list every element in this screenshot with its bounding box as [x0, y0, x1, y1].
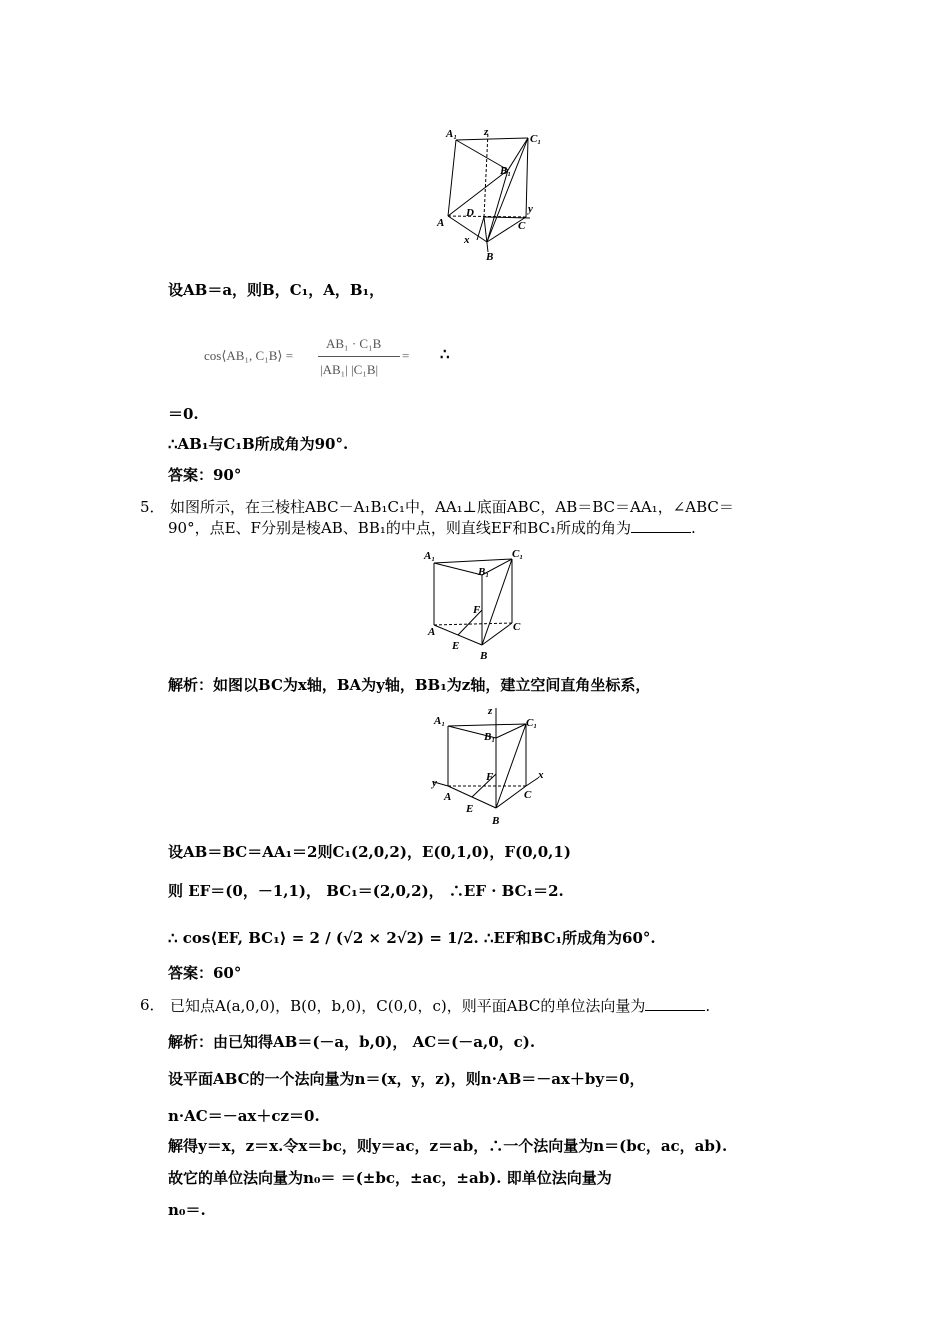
label-z: z — [484, 126, 489, 138]
label-B: B — [486, 251, 494, 263]
label-y: y — [432, 777, 437, 789]
label-C: C — [513, 621, 521, 633]
label-F: F — [486, 771, 494, 783]
label-B1: B₁ — [478, 566, 490, 578]
q5-analysis: 解析：如图以BC为x轴，BA为y轴，BB₁为z轴，建立空间直角坐标系， — [168, 676, 651, 694]
figure-prism-1 — [430, 122, 550, 267]
q5-text-2: 90°，点E、F分别是棱AB、BB₁的中点，则直线EF和BC₁所成的角为 . — [168, 519, 696, 537]
label-z: z — [488, 705, 493, 717]
label-C1: C₁ — [512, 548, 524, 560]
q6-line-1: 解析：由已知得AB＝(－a，b,0)， AC＝(－a,0，c). — [168, 1033, 536, 1051]
p4-frac-bar — [318, 356, 400, 357]
figure-prism-3 — [420, 700, 560, 828]
q6-number: 6． — [140, 996, 165, 1014]
label-x: x — [538, 769, 544, 781]
label-A1: A₁ — [424, 550, 436, 562]
label-D: D — [466, 207, 474, 219]
q5-number: 5． — [140, 498, 165, 516]
label-x: x — [464, 234, 470, 246]
p4-cos-eq: = — [402, 348, 410, 363]
p4-set-line: 设AB＝a，则B，C₁，A，B₁， — [168, 281, 385, 299]
q5-then-line: 则 EF＝(0，－1,1)， BC₁＝(2,0,2)， ∴EF · BC₁＝2. — [168, 882, 564, 900]
label-A: A — [428, 626, 436, 638]
p4-cos-num: AB₁ · C₁B — [326, 336, 382, 351]
label-C: C — [518, 220, 526, 232]
p4-zero-line: ＝0. — [168, 405, 199, 423]
q6-line-2: 设平面ABC的一个法向量为n＝(x，y，z)，则n·AB＝－ax＋by＝0， — [168, 1070, 645, 1088]
figure-prism-2 — [420, 545, 530, 663]
label-B1: B₁ — [500, 165, 512, 177]
p4-cos-lhs: cos⟨AB₁, C₁B⟩ = — [204, 348, 294, 363]
answer-blank — [645, 995, 705, 1011]
label-A1: A₁ — [446, 128, 458, 140]
q6-text: 已知点A(a,0,0)，B(0，b,0)，C(0,0，c)，则平面ABC的单位法向量为 . — [170, 997, 711, 1015]
label-E: E — [452, 640, 460, 652]
label-B: B — [480, 650, 488, 662]
label-B: B — [492, 815, 500, 827]
p4-angle-line: ∴AB₁与C₁B所成角为90°. — [168, 435, 349, 453]
q6-line-3: n·AC＝－ax＋cz＝0. — [168, 1107, 320, 1125]
label-E: E — [466, 803, 474, 815]
p4-therefore: ∴ — [440, 345, 450, 363]
p4-answer: 答案：90° — [168, 466, 242, 484]
q5-cos-line: ∴ cos⟨EF, BC₁⟩ = 2 / (√2 × 2√2) = 1/2. ∴EF和BC₁所成角为60°. — [168, 929, 656, 947]
q5-answer: 答案：60° — [168, 964, 242, 982]
label-B1: B₁ — [484, 731, 496, 743]
label-y: y — [528, 203, 533, 215]
q6-line-4: 解得y＝x，z＝x.令x＝bc，则y＝ac，z＝ab，∴一个法向量为n＝(bc，ac，ab). — [168, 1137, 728, 1155]
label-C: C — [524, 789, 532, 801]
q6-line-5: 故它的单位法向量为n₀＝ ＝(±bc，±ac，±ab). 即单位法向量为 — [168, 1169, 612, 1187]
p4-cos-den: |AB₁| |C₁B| — [320, 362, 379, 377]
answer-blank — [631, 517, 691, 533]
label-C1: C₁ — [526, 717, 538, 729]
label-F: F — [473, 604, 481, 616]
label-A: A — [437, 217, 445, 229]
label-C1: C₁ — [530, 133, 542, 145]
label-A1: A₁ — [434, 715, 446, 727]
q6-line-6: n₀＝. — [168, 1201, 206, 1219]
q5-set-line: 设AB＝BC＝AA₁＝2则C₁(2,0,2)，E(0,1,0)，F(0,0,1) — [168, 843, 571, 861]
label-A: A — [444, 791, 452, 803]
q5-text-1: 如图所示，在三棱柱ABC－A₁B₁C₁中，AA₁⊥底面ABC，AB＝BC＝AA₁，∠ABC＝ — [170, 498, 734, 516]
